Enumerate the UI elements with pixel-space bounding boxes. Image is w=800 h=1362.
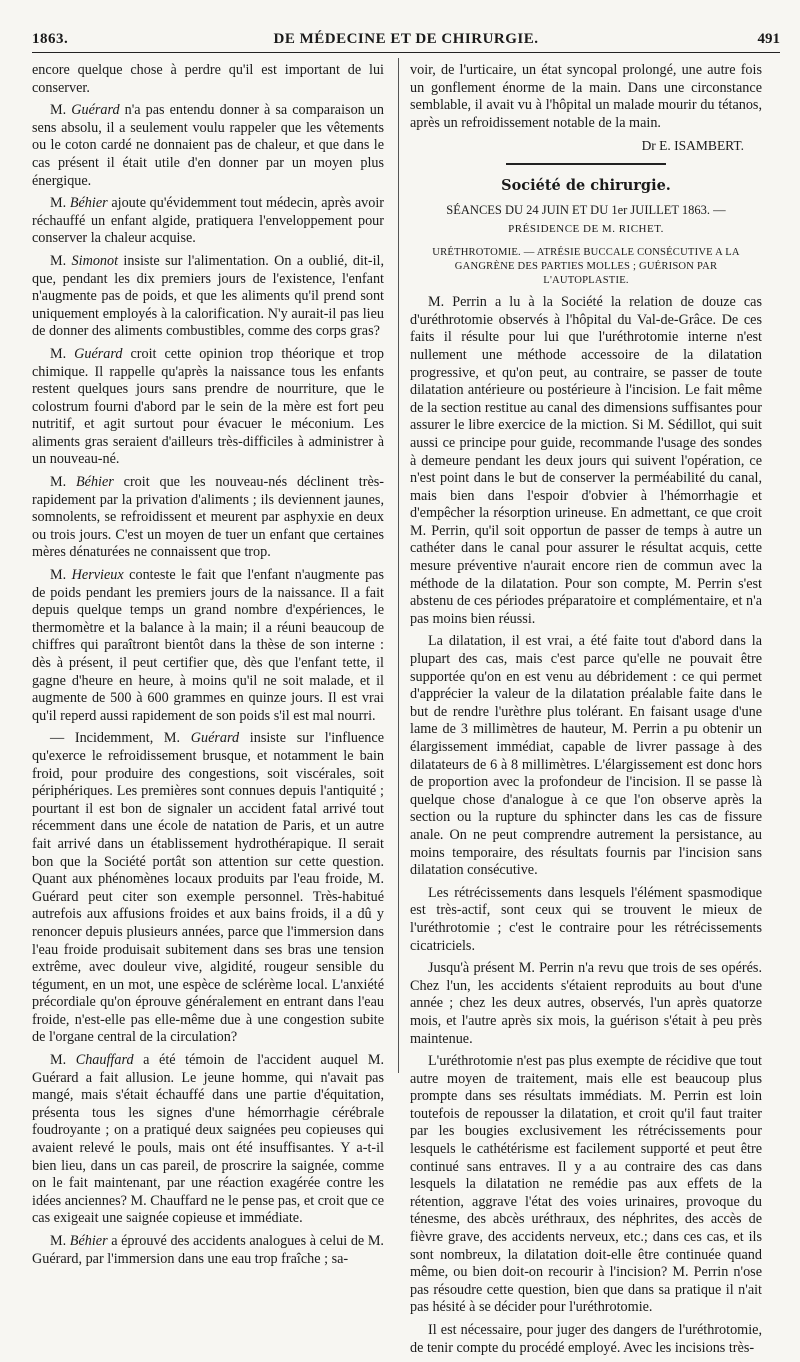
header-year: 1863. — [32, 31, 69, 47]
left-column — [32, 62, 384, 1273]
paragraph: L'uréthrotomie n'est pas plus exempte de récidive que tout autre moyen de traitement, mais elle est beaucoup plus prompte dans ses résultats immédiats. M. Perrin est loin toutefois de repousser la dilatation, et croit qu'il faut traiter par les bougies exclusivement les rétrécissements pour lesquels le cathétérisme est facilement supporté et peut être continué sans entraves. Il y a au contraire des cas dans lesquels la dilatation ne remédie pas aux effets de la rétention, aggrave l'état des voies urinaires, provoque du ténesme, des abcès uréthraux, des néphrites, des accès de fièvre grave, des accidents nerveux, etc.; dans ces cas, et ils sont nombreux, la dilatation doit-elle être continuée quand même, ou bien doit-on recourir à l'incision? M. Perrin n'ose pas résoudre cette question, bien que dans sa pratique il n'ait pas hésité à se décider pour l'uréthrotomie. — [410, 1053, 762, 1316]
author-signature: Dr E. ISAMBERT. — [641, 138, 744, 154]
speaker-name: Béhier — [69, 1233, 108, 1249]
paragraph: Il est nécessaire, pour juger des dangers de l'uréthrotomie, de tenir compte du procédé employé. Avec les incisions très- — [410, 1322, 762, 1356]
speaker-name: Simonot — [71, 252, 119, 269]
session-topics: URÉTHROTOMIE. — ATRÉSIE BUCCALE CONSÉCUTIVE A LA GANGRÈNE DES PARTIES MOLLES ; GUÉRISON PAR L'AUTOPLASTIE. — [432, 247, 740, 287]
running-header — [32, 28, 780, 53]
paragraph: M. Guérard n'a pas entendu donner à sa comparaison un sens absolu, il a seulement voulu rappeler que les vêtements ou le coton cardé ne donnaient pas de chaleur, et que dans le cas présent il était utile d'en donner par un moyen plus énergique. — [32, 102, 384, 189]
section-rule — [506, 163, 666, 165]
speaker-name: Béhier — [76, 474, 114, 491]
speaker-name: Guérard — [190, 730, 240, 747]
speaker-name: Guérard — [74, 345, 123, 362]
column-divider — [398, 58, 399, 1073]
paragraph: M. Perrin a lu à la Société la relation de douze cas d'uréthrotomie observés à l'hôpital du Val-de-Grâce. De ces faits il résulte pour lui que l'uréthrotomie interne n'est nullement une méthode accessoire de la dilatation progressive, et qu'on peut, au contraire, se passer de toute dilatation antérieure ou postérieure à l'incision. Le fait même de la section restitue au canal des dimensions suffisantes pour assurer le libre exercice de la miction. Si M. Sédillot, qui suit aussi ce principe pour guide, recommande l'usage des sondes à demeure pendant les deux jours qui suivent l'opération, ce n'est point dans le but de conserver la perméabilité du canal, mais bien dans l'espoir d'obvier à l'hémorrhagie et d'empêcher la résorption urineuse. En admettant, ce que croit M. Perrin, qu'il soit opportun de passer de temps à autre un cathéter dans le canal pour assurer le résultat acquis, cette mesure préventive n'aurait encore rien de commun avec la méthode de la dilatation. Pour son compte, M. Perrin s'est abstenu de ces périodes préparatoire et complémentaire, et n'a pas moins bien réussi. — [410, 294, 762, 627]
speaker-name: Béhier — [69, 195, 108, 212]
paragraph: M. Béhier croit que les nouveau-nés déclinent très-rapidement par la privation d'aliments ; ils deviennent jaunes, somnolents, se refroidissent et meurent par asphyxie en deux ou trois jours. C'est un moyen de tuer un enfant que certaines mères dénaturées ne connaissent que trop. — [32, 474, 384, 561]
paragraph: — Incidemment, M. Guérard insiste sur l'influence qu'exerce le refroidissement brusque, et notamment le bain froid, pour produire des congestions, soit viscérales, soit périphériques. Les premières sont connues depuis l'antiquité ; pourtant il est bon de signaler un accident fatal arrivé tout récemment dans une école de natation de Paris, et un autre fait arrivé dans un établissement hydrothérapique. Il serait bon que la Société portât son attention sur cette question. Quant aux phénomènes locaux produits par l'eau froide, M. Guérard peut citer son exemple personnel. Très-habitué autrefois aux affusions froides et aux bains froids, il a dû y renoncer depuis plusieurs années, parce que l'immersion dans l'eau froide produisait subitement dans ses bras une tension extrême, avec douleur vive, algidité, rougeur sensible du tégument, en un mot, une espèce de sclérème local. L'anxiété précordiale qu'on éprouve généralement en entrant dans l'eau froide, n'est-elle pas elle-même due à une congestion subite de l'organe central de la circulation? — [32, 730, 384, 1046]
presidency: PRÉSIDENCE DE M. RICHET. — [508, 222, 664, 235]
paragraph: Les rétrécissements dans lesquels l'élément spasmodique est très-actif, sont ceux qui se trouvent le mieux de l'uréthrotomie ; c'est le contraire pour les rétrécissements cicatriciels. — [410, 884, 762, 954]
speaker-name: Guérard — [71, 102, 120, 119]
session-dates: SÉANCES DU 24 JUIN ET DU 1er JUILLET 1863. — — [446, 202, 726, 217]
paragraph: encore quelque chose à perdre qu'il est important de lui conserver. — [32, 62, 384, 96]
speaker-name: Chauffard — [75, 1052, 134, 1069]
section-title: Société de chirurgie. — [501, 176, 671, 194]
page-number: 491 — [757, 31, 780, 47]
paragraph: M. Béhier a éprouvé des accidents analogues à celui de M. Guérard, par l'immersion dans une eau trop fraîche ; sa- — [32, 1233, 384, 1267]
paragraph: M. Guérard croit cette opinion trop théorique et trop chimique. Il rappelle qu'après la naissance tous les enfants restent quelques jours sans prendre de nourriture, que le colostrum fourni d'abord par le sein de la mère est fort peu nutritif, et agit surtout pour évacuer le méconium. Les aliments gras seraient d'ailleurs très-difficiles à administrer à un nouveau-né. — [32, 345, 384, 468]
paragraph: M. Béhier ajoute qu'évidemment tout médecin, après avoir réchauffé un enfant algide, pratiquera l'enveloppement pour conserver la chaleur acquise. — [32, 195, 384, 247]
journal-page — [32, 28, 780, 1356]
paragraph: La dilatation, il est vrai, a été faite tout d'abord dans la plupart des cas, mais c'est parce qu'elle ne pouvait être supportée qu'on en est venu au débridement : ce qui permet d'apprécier la valeur de la dilatation préalable faite dans le but de rendre l'urèthre plus tolérant. En faisant usage d'une lame de 3 millimètres de hauteur, M. Perrin a pu obtenir un élargissement immédiat, capable de livrer passage à des dilatateurs de 6 à 8 millimètres. L'élargissement est donc hors de proportion avec la profondeur de l'incision. Il se passe là quelque chose d'analogue à ce que l'on observe après la section ou la rupture du sphincter dans les cas de fissure anale. On ne peut comprendre autrement la persistance, au moins temporaire, des résultats fournis par l'incision sans dilatation consécutive. — [410, 633, 762, 879]
paragraph: M. Chauffard a été témoin de l'accident auquel M. Guérard a fait allusion. Le jeune homme, qui n'avait pas mangé, mais s'était échauffé dans une partie d'équitation, présenta tous les signes d'une hémorrhagie cérébrale foudroyante ; on a pratiqué deux saignées peu copieuses qui avaient relevé le pouls, mais ont été insuffisantes. Y a-t-il bien lieu, dans un cas pareil, de proscrire la saignée, comme on le fait maintenant, par une réaction exagérée contre les idées anciennes? M. Chauffard ne le pense pas, et croit que ce cas exigeait une saignée copieuse et immédiate. — [32, 1052, 384, 1227]
paragraph: Jusqu'à présent M. Perrin n'a revu que trois de ses opérés. Chez l'un, les accidents s'étaient reproduits au bout d'une année ; chez les deux autres, observés, l'un après quatorze mois, et l'autre après six mois, la guérison s'était à peu près maintenue. — [410, 960, 762, 1047]
header-title: DE MÉDECINE ET DE CHIRURGIE. — [273, 31, 539, 47]
paragraph: M. Hervieux conteste le fait que l'enfant n'augmente pas de poids pendant les premiers jours de la naissance. Il a fait depuis quelque temps un grand nombre d'expériences, le thermomètre et la balance à la main; il a réuni beaucoup de chiffres qui paraîtront bientôt dans la thèse de son interne : dès à présent, il peut certifier que, dès que l'enfant tette, il gagne d'heure en heure, à moins qu'il ne soit malade, et il augmente de 500 à 600 grammes en quinze jours. Il est vrai qu'il reperd aussi rapidement de son poids s'il est mal nourri. — [32, 567, 384, 724]
right-column — [410, 62, 762, 1362]
speaker-name: Hervieux — [71, 567, 124, 584]
paragraph: voir, de l'urticaire, un état syncopal prolongé, une autre fois un gonflement énorme de la main. Dans une circonstance semblable, il avait vu à l'hôpital un malade mourir du tétanos, après un refroidissement notable de la main. — [410, 62, 762, 131]
paragraph: M. Simonot insiste sur l'alimentation. On a oublié, dit-il, que, pendant les dix premiers jours de l'existence, l'enfant n'augmente pas de poids, et que les aliments qu'il prend sont uniquement employés à la calorification. N'y aurait-il pas lieu de donner des aliments combustibles, comme des corps gras? — [32, 252, 384, 340]
